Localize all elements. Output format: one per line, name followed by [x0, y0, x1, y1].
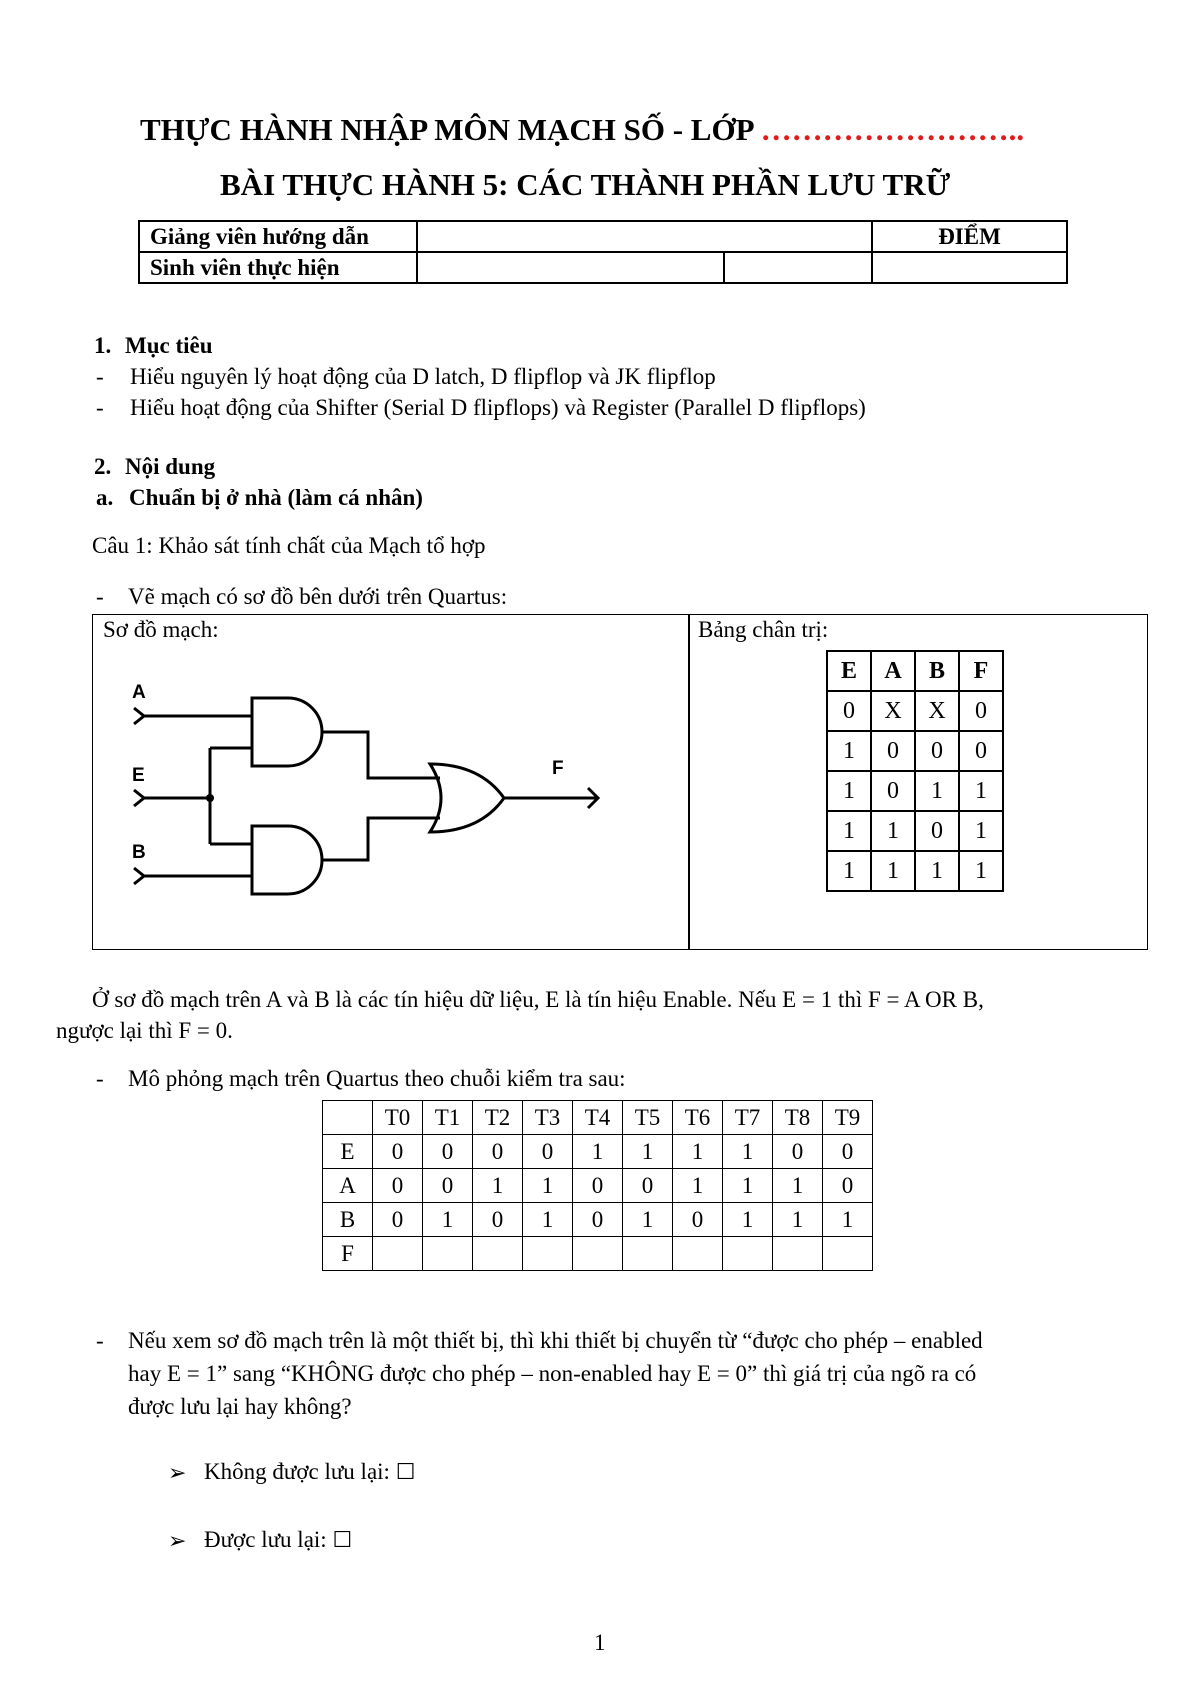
truth-header-cell: E	[827, 651, 871, 691]
seq-answer-cell[interactable]	[623, 1237, 673, 1271]
truth-cell: 1	[959, 851, 1003, 891]
title-class-blank: ……………………..	[760, 112, 1025, 147]
truth-cell: 1	[915, 851, 959, 891]
seq-cell: 0	[473, 1135, 523, 1169]
subsection-a-letter: a.	[96, 485, 114, 510]
student-label: Sinh viên thực hiện	[139, 252, 417, 283]
seq-answer-cell[interactable]	[473, 1237, 523, 1271]
seq-cell: 1	[723, 1135, 773, 1169]
table-row	[827, 731, 1003, 771]
arrow-bullet-icon: ➢	[168, 1528, 187, 1553]
option-saved	[204, 1527, 352, 1553]
section2-title: Nội dung	[125, 454, 216, 479]
truth-header-cell: B	[915, 651, 959, 691]
seq-cell: 1	[523, 1169, 573, 1203]
seq-cell: 0	[823, 1169, 873, 1203]
page-title	[140, 112, 1024, 148]
student-value[interactable]	[417, 252, 724, 283]
table-row	[323, 1203, 873, 1237]
seq-header-cell: T2	[473, 1101, 523, 1135]
seq-cell: F	[323, 1237, 373, 1271]
junction-dot	[206, 794, 214, 802]
truth-cell: X	[871, 691, 915, 731]
table-row	[323, 1101, 873, 1135]
bullet-dash: -	[96, 584, 104, 609]
section1-title: Mục tiêu	[125, 333, 213, 358]
seq-cell: 0	[673, 1203, 723, 1237]
seq-answer-cell[interactable]	[373, 1237, 423, 1271]
truth-cell: 1	[915, 771, 959, 811]
section1-number: 1.	[94, 333, 112, 358]
seq-cell: 1	[673, 1169, 723, 1203]
seq-cell: 1	[773, 1169, 823, 1203]
truth-cell: 1	[827, 811, 871, 851]
truth-cell: X	[915, 691, 959, 731]
truth-cell: 0	[915, 731, 959, 771]
page-number: 1	[594, 1630, 606, 1655]
seq-answer-cell[interactable]	[773, 1237, 823, 1271]
wire-and2-or	[322, 818, 440, 860]
explanation-line-2: ngược lại thì F = 0.	[56, 1018, 233, 1043]
seq-cell: 1	[673, 1135, 723, 1169]
seq-cell: 1	[823, 1203, 873, 1237]
truth-cell: 1	[871, 811, 915, 851]
seq-cell: 1	[473, 1169, 523, 1203]
table-row	[827, 851, 1003, 891]
truth-cell: 0	[827, 691, 871, 731]
truth-cell: 0	[959, 691, 1003, 731]
circuit-label: Sơ đồ mạch:	[103, 617, 219, 642]
title-text: THỰC HÀNH NHẬP MÔN MẠCH SỐ - LỚP	[140, 112, 753, 147]
seq-cell: 1	[623, 1135, 673, 1169]
truth-cell: 0	[871, 771, 915, 811]
section2-heading	[94, 454, 215, 480]
seq-cell: 1	[423, 1203, 473, 1237]
seq-cell: 0	[773, 1135, 823, 1169]
table-row	[827, 691, 1003, 731]
seq-cell: 1	[723, 1203, 773, 1237]
seq-header-cell: T0	[373, 1101, 423, 1135]
arrow-bullet-icon: ➢	[168, 1460, 187, 1485]
figure-divider	[688, 614, 690, 950]
instructor-value[interactable]	[417, 221, 872, 252]
seq-cell: A	[323, 1169, 373, 1203]
bullet-dash: -	[96, 364, 104, 389]
seq-cell: B	[323, 1203, 373, 1237]
instructor-label: Giảng viên hướng dẫn	[139, 221, 417, 252]
table-row	[323, 1135, 873, 1169]
seq-answer-cell[interactable]	[423, 1237, 473, 1271]
truth-header-cell: F	[959, 651, 1003, 691]
test-sequence-table	[322, 1100, 873, 1271]
option-not-saved-label: Không được lưu lại:	[204, 1459, 390, 1484]
truth-table-header	[827, 651, 1003, 691]
objective-1: Hiểu nguyên lý hoạt động của D latch, D flipflop và JK flipflop	[130, 364, 716, 389]
option-saved-label: Được lưu lại:	[204, 1527, 327, 1552]
input-b-label: B	[132, 842, 146, 863]
subsection-a-title: Chuẩn bị ở nhà (làm cá nhân)	[129, 485, 423, 510]
output-f-label: F	[552, 758, 564, 779]
option-saved-checkbox[interactable]: ☐	[332, 1528, 353, 1553]
truth-cell: 0	[959, 731, 1003, 771]
seq-cell: 0	[823, 1135, 873, 1169]
seq-cell: 0	[623, 1169, 673, 1203]
seq-cell: 0	[523, 1135, 573, 1169]
question-line-1: Nếu xem sơ đồ mạch trên là một thiết bị, thì khi thiết bị chuyển từ “được cho phép – enabled	[128, 1328, 983, 1353]
seq-cell: 1	[773, 1203, 823, 1237]
seq-cell: 0	[573, 1169, 623, 1203]
input-a-label: A	[132, 682, 146, 703]
seq-cell: 0	[373, 1169, 423, 1203]
seq-header-cell: T6	[673, 1101, 723, 1135]
truth-cell: 1	[827, 731, 871, 771]
draw-instruction: Vẽ mạch có sơ đồ bên dưới trên Quartus:	[128, 584, 508, 609]
truth-header-cell: A	[871, 651, 915, 691]
seq-cell: 0	[473, 1203, 523, 1237]
simulate-instruction: Mô phỏng mạch trên Quartus theo chuỗi kiểm tra sau:	[128, 1066, 626, 1091]
seq-answer-cell[interactable]	[673, 1237, 723, 1271]
seq-answer-cell[interactable]	[723, 1237, 773, 1271]
seq-cell: 1	[623, 1203, 673, 1237]
question-1: Câu 1: Khảo sát tính chất của Mạch tổ hợp	[92, 533, 486, 558]
seq-cell: 0	[373, 1135, 423, 1169]
seq-header-cell: T4	[573, 1101, 623, 1135]
explanation-line-1: Ở sơ đồ mạch trên A và B là các tín hiệu dữ liệu, E là tín hiệu Enable. Nếu E = 1 thì F = A OR B,	[92, 987, 984, 1012]
circuit-diagram	[100, 660, 660, 920]
seq-header-cell: T3	[523, 1101, 573, 1135]
seq-header-cell: T1	[423, 1101, 473, 1135]
table-row	[827, 771, 1003, 811]
truth-table-label: Bảng chân trị:	[698, 617, 829, 642]
seq-answer-cell[interactable]	[823, 1237, 873, 1271]
option-not-saved	[204, 1459, 415, 1485]
seq-header-cell: T8	[773, 1101, 823, 1135]
table-row	[323, 1237, 873, 1271]
truth-table	[826, 650, 1004, 892]
truth-cell: 1	[827, 771, 871, 811]
seq-header-cell: T7	[723, 1101, 773, 1135]
truth-cell: 1	[959, 771, 1003, 811]
table-row	[323, 1169, 873, 1203]
student-id-value[interactable]	[724, 252, 872, 283]
question-line-3: được lưu lại hay không?	[128, 1394, 352, 1419]
lab-title: BÀI THỰC HÀNH 5: CÁC THÀNH PHẦN LƯU TRỮ	[220, 167, 951, 202]
wire-and1-or	[322, 732, 440, 778]
score-label: ĐIỂM	[872, 221, 1067, 252]
input-e-label: E	[132, 765, 145, 786]
and-gate-2	[252, 826, 322, 894]
truth-cell: 1	[827, 851, 871, 891]
question-line-2: hay E = 1” sang “KHÔNG được cho phép – non-enabled hay E = 0” thì giá trị của ngõ ra có	[128, 1361, 977, 1386]
info-table	[138, 220, 1068, 284]
seq-cell: 1	[573, 1135, 623, 1169]
bullet-dash: -	[96, 395, 104, 420]
seq-cell: E	[323, 1135, 373, 1169]
seq-answer-cell[interactable]	[573, 1237, 623, 1271]
score-value[interactable]	[872, 252, 1067, 283]
seq-cell: 0	[373, 1203, 423, 1237]
option-not-saved-checkbox[interactable]: ☐	[395, 1460, 416, 1485]
and-gate-1	[252, 698, 322, 766]
seq-cell: 0	[423, 1169, 473, 1203]
subsection-a-heading	[96, 485, 423, 511]
truth-cell: 1	[959, 811, 1003, 851]
seq-header-cell: T5	[623, 1101, 673, 1135]
bullet-dash: -	[96, 1328, 104, 1353]
truth-cell: 1	[871, 851, 915, 891]
or-gate	[430, 764, 504, 832]
section1-heading	[94, 333, 213, 359]
table-row	[827, 811, 1003, 851]
bullet-dash: -	[96, 1066, 104, 1091]
seq-cell: 0	[573, 1203, 623, 1237]
objective-2: Hiểu hoạt động của Shifter (Serial D flipflops) và Register (Parallel D flipflops)	[130, 395, 866, 420]
seq-cell: 1	[723, 1169, 773, 1203]
truth-cell: 0	[915, 811, 959, 851]
truth-cell: 0	[871, 731, 915, 771]
seq-cell: 0	[423, 1135, 473, 1169]
seq-header-cell	[323, 1101, 373, 1135]
seq-answer-cell[interactable]	[523, 1237, 573, 1271]
section2-number: 2.	[94, 454, 112, 479]
seq-cell: 1	[523, 1203, 573, 1237]
seq-header-cell: T9	[823, 1101, 873, 1135]
